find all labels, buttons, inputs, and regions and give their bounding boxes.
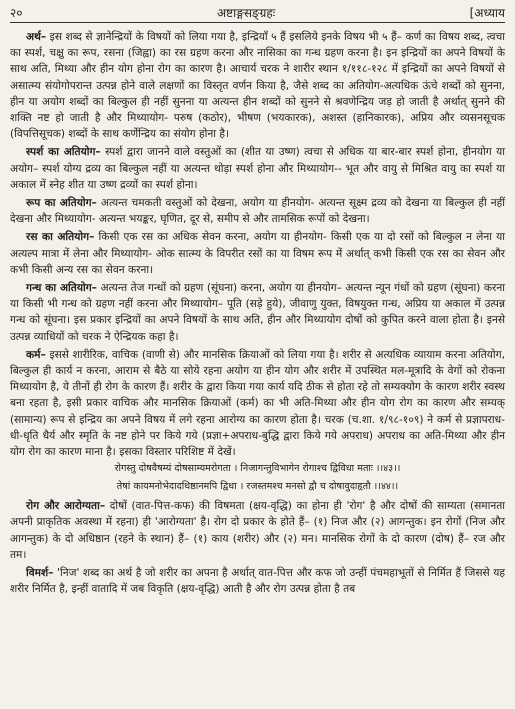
paragraph-text: 'निज' शब्द का अर्थ है जो शरीर का अपना है अर्थात् वात-पित्त और कफ जो उन्हीं पंचमहाभूतों से निर्मित हैं जिससे यह शरीर निर्मित है, इन्हीं वातादि में जब विकृति (क्षय-वृद्धि) आती है और रोग उत्पन्न होता है तब [10,567,505,596]
paragraph-rasa [10,229,505,278]
paragraph-term: विमर्श– [26,567,54,580]
paragraph-roopa [10,195,505,227]
book-title: अष्टाङ्गसङ्ग्रहः [216,6,276,20]
paragraph-term: रूप का अतियोग– [26,197,97,210]
page-header [10,6,505,23]
paragraph-text: किसी एक रस का अधिक सेवन करना, अयोग या हीनयोग- किसी एक या दो रसों को बिल्कुल न लेना या अत्यल्प मात्रा में लेना और मिथ्यायोग- ओक सात्म्य के विपरीत रसों का या विषम रूप में अर्थात् कभी किसी एक रस का सेवन और कभी किसी अन्य रस का सेवन करना। [10,231,505,276]
paragraph-karma [10,347,505,460]
paragraph-vimarsha [10,565,505,597]
paragraph-text: दोषों (वात-पित्त-कफ) की विषमता (क्षय-वृद्धि) का होना ही 'रोग' है और दोषों की साम्यता (समानता अपनी प्राकृतिक अवस्था में रहना) ही 'आरोग्यता' है। रोग दो प्रकार के होते हैं– (१) निज और (२) आगन्तुक। इन रोगों (निज और आगन्तुक) के दो अधिष्ठान (रहने के स्थान) हैं– (१) काय (शरीर) और (२) मन। मानसिक रोगों के दो कारण (दोष) हैं– रज और तम। [10,500,505,561]
page-number: २० [10,6,23,20]
paragraph-roga-arogyata [10,498,505,563]
paragraph-artha [10,29,505,142]
paragraph-term: रस का अतियोग– [26,231,95,244]
paragraph-text: इससे शारीरिक, वाचिक (वाणी से) और मानसिक क्रियाओं को लिया गया है। शरीर से अत्यधिक व्यायाम करना अतियोग, बिल्कुल ही कार्य न करना, आराम से बैठे या सोये रहना अयोग या हीन योग और शरीर में उपस्थित मल-मूत्रादि के वेगों को रोकना मिथ्यायोग है, ये तीनों ही रोग के कारण हैं। शरीर के द्वारा किया गया कार्य यदि ठीक से होता रहे तो सम्यक्योग के कारण शरीर स्वस्थ बना रहता है, इसी प्रकार वाचिक और मानसिक क्रियाओं (कर्म) का भी अति-मिथ्या और हीन योग रोग का कारण और सम्यक् (सामान्य) रूप से इन्द्रिय का अपने विषय में लगे रहना आरोग्य का कारण होता है। चरक (च.शा. १/९८-१०९) ने कर्म से प्रज्ञापराध- धी-धृति धैर्य और स्मृति के नष्ट होने पर किये गये (प्रज्ञा+अपराध-बुद्धि द्वारा किये गये अपराध) अपराध का अति-मिथ्या और हीन योग रोग का कारण माना है। इसका विस्तार परिशिष्ट में देखें। [10,348,505,459]
paragraph-term: रोग और आरोग्यता– [26,500,106,513]
paragraph-text: इस शब्द से ज्ञानेन्द्रियों के विषयों को लिया गया है, इन्द्रियाँ ५ हैं इसलिये इनके विषय भी ५ हैं– कर्ण का विषय शब्द, त्वचा का स्पर्श, चक्षु का रूप, रसना (जिह्वा) का रस ग्रहण करना और नासिका का गन्ध ग्रहण करना है। इन इन्द्रियों का अपने विषयों के साथ अति, मिथ्या और हीन योग होना रोग का कारण है। आचार्य चरक ने शारीर स्थान १/११८-१२८ में इन्द्रियों का अपने विषयों से असात्म्य संयोगोपरान्त उत्पन्न होने वाले लक्षणों का विस्तृत वर्णन किया है, जैसे शब्द का अतियोग-अत्यधिक ऊंचे शब्दों को सुनना, हीन या अयोग शब्दों का बिल्कुल ही नहीं सुनना या अत्यन्त हीन शब्दों को सुनने से श्रवणेन्द्रिय जड़ हो जाती है अर्थात् सुनने की शक्ति नष्ट हो जाती है और मिथ्यायोग- परुष (कठोर), भीषण (भयकारक), अशस्त (हानिकारक), अप्रिय और व्यसनसूचक (विपत्तिसूचक) शब्दों के साथ कर्णेन्द्रिय का संयोग होना है। [10,31,505,141]
paragraph-text: अत्यन्त तेज गन्धों को ग्रहण (सूंघना) करना, अयोग या हीनयोग– अत्यन्त न्यून गंधों को ग्रहण (सूंघना) करना या किसी भी गन्ध को ग्रहण नहीं करना और मिथ्यायोग– पूति (सड़े हुये), जीवाणु युक्त, विषयुक्त गन्ध, अप्रिय या अकाल में उत्पन्न गन्ध को सूंघना। इस प्रकार इन्द्रियों का अपने विषयों के साथ अति, हीन और मिथ्यायोग दोषों को कुपित करने वाला होता है। इनसे उत्पन्न व्याधियों को चरक ने ऐन्द्रियक कहा है। [10,282,505,343]
paragraph-sparsha [10,144,505,193]
paragraph-gandha [10,280,505,345]
shloka-44: तेषां कायमनोभेदादधिष्ठानमपि द्विधा । रजस्तमश्च मनसो द्वौ च दोषावुदाहृतौ ।।४४।। [116,481,399,493]
section-label: [अध्याय [469,6,505,20]
paragraph-term: अर्थ– [26,31,47,43]
paragraph-term: कर्म– [26,348,46,361]
paragraph-term: स्पर्श का अतियोग– [26,146,101,159]
paragraph-text: स्पर्श द्वारा जानने वाले वस्तुओं का (शीत या उष्ण) त्वचा से अधिक या बार-बार स्पर्श होना, हीनयोग या अयोग– स्पर्श योग्य द्रव्य का बिल्कुल नहीं या अत्यन्त थोड़ा स्पर्श होना और मिथ्यायोग-- भूत और वायु से मिश्रित वायु का स्पर्श या अकाल में स्नेह शीत या उष्ण द्रव्यों का स्पर्श होना। [10,146,505,191]
shloka-43: रोगस्तु दोषवैषम्यं दोषसाम्यमरोगता । निजागन्तुविभागेन रोगाश्च द्विविधा मताः ।।४३।। [114,463,401,475]
paragraph-term: गन्ध का अतियोग– [26,282,97,295]
paragraph-text: अत्यन्त चमकती वस्तुओं को देखना, अयोग या हीनयोग- अत्यन्त सूक्ष्म द्रव्य को देखना या बिल्कुल ही नहीं देखना और मिथ्यायोग- अत्यन्त भयङ्कर, घृणित, दूर से, समीप से और तामसिक रूपों को देखना। [10,197,505,226]
